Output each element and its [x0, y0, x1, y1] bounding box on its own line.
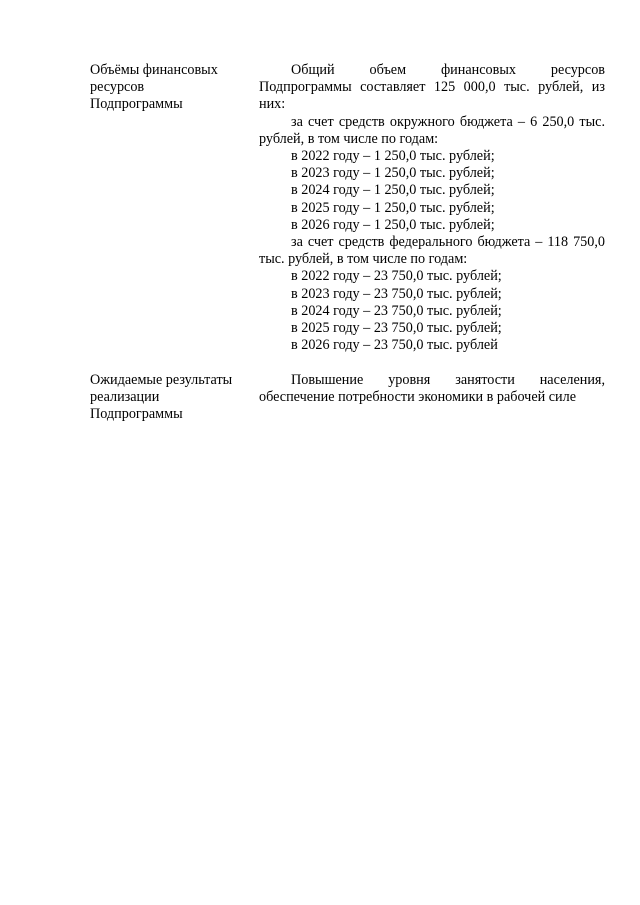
resources-intro: Общий объем финансовых ресурсов Подпрограммы составляет 125 000,0 тыс. рублей, из них:	[259, 62, 605, 113]
okrug-year-item: в 2024 году – 1 250,0 тыс. рублей;	[291, 182, 495, 199]
results-row	[90, 372, 605, 424]
federal-year-item: в 2025 году – 23 750,0 тыс. рублей;	[291, 320, 502, 337]
okrug-year-item: в 2026 году – 1 250,0 тыс. рублей;	[291, 216, 495, 233]
results-text: Повышение уровня занятости населения, обеспечение потребности экономики в рабочей силе	[259, 372, 605, 406]
results-label-line: реализации	[90, 389, 160, 406]
results-content	[259, 372, 605, 424]
federal-budget-intro: за счет средств федерального бюджета – 118 750,0 тыс. рублей, в том числе по годам:	[259, 234, 605, 268]
federal-year-item: в 2024 году – 23 750,0 тыс. рублей;	[291, 302, 502, 319]
results-label-line: Ожидаемые результаты	[90, 372, 233, 388]
okrug-year-item: в 2025 году – 1 250,0 тыс. рублей;	[291, 199, 495, 216]
resources-label-line: Объёмы финансовых	[90, 62, 218, 78]
federal-year-item: в 2026 году – 23 750,0 тыс. рублей	[291, 337, 498, 354]
okrug-year-item: в 2023 году – 1 250,0 тыс. рублей;	[291, 165, 495, 182]
resources-row	[90, 62, 605, 354]
resources-label-line: ресурсов	[90, 79, 145, 96]
federal-year-item: в 2022 году – 23 750,0 тыс. рублей;	[291, 268, 502, 285]
results-label	[90, 372, 255, 424]
resources-label	[90, 62, 255, 354]
okrug-budget-intro: за счет средств окружного бюджета – 6 250,0 тыс. рублей, в том числе по годам:	[259, 113, 605, 147]
okrug-year-item: в 2022 году – 1 250,0 тыс. рублей;	[291, 148, 495, 165]
resources-label-line: Подпрограммы	[90, 96, 183, 113]
results-label-line: Подпрограммы	[90, 406, 183, 423]
federal-year-item: в 2023 году – 23 750,0 тыс. рублей;	[291, 285, 502, 302]
resources-content	[259, 62, 605, 354]
